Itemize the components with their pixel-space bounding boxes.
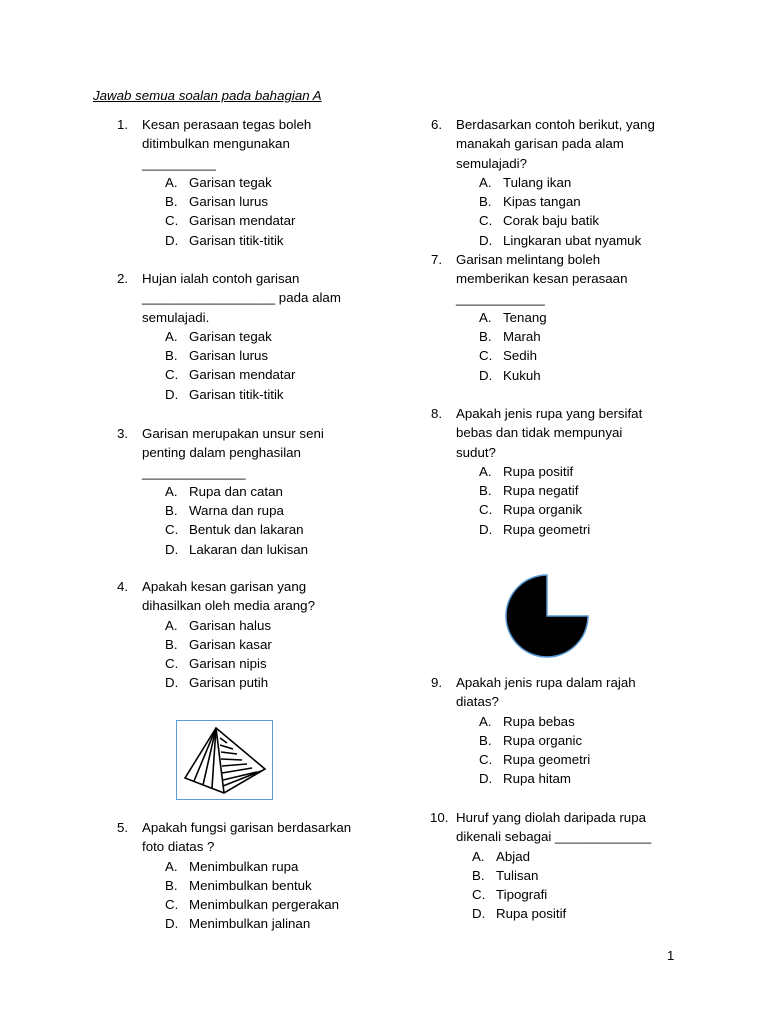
option-b <box>403 866 750 885</box>
option-letter: A. <box>472 848 485 864</box>
question-line: __________________ pada alam <box>142 290 341 306</box>
option-b <box>410 731 750 750</box>
question-number: 3. <box>117 426 129 441</box>
pyramid-figure <box>176 720 273 800</box>
question-text <box>96 115 416 173</box>
option-letter: C. <box>472 887 486 903</box>
option-b <box>96 346 416 365</box>
option-text: Sedih <box>503 348 538 364</box>
option-a <box>403 847 750 866</box>
option-text: Rupa geometri <box>503 752 591 768</box>
option-d <box>410 520 750 539</box>
question-3 <box>96 424 416 559</box>
option-letter: B. <box>479 732 492 748</box>
option-text: Marah <box>503 329 541 345</box>
option-letter: C. <box>165 213 179 229</box>
option-c <box>403 885 750 904</box>
option-letter: A. <box>479 309 492 325</box>
question-number: 2. <box>117 271 129 286</box>
option-letter: A. <box>165 174 178 190</box>
option-letter: A. <box>165 858 178 874</box>
option-c <box>410 346 750 365</box>
option-text: Abjad <box>496 848 531 864</box>
option-d <box>96 914 416 933</box>
option-c <box>96 520 416 539</box>
question-8 <box>410 404 750 539</box>
option-d <box>410 231 750 250</box>
option-a <box>410 462 750 481</box>
option-d <box>410 366 750 385</box>
option-text: Menimbulkan pergerakan <box>189 897 340 913</box>
option-letter: B. <box>165 636 178 652</box>
option-b <box>410 192 750 211</box>
option-a <box>96 616 416 635</box>
question-text <box>410 673 750 712</box>
question-number: 5. <box>117 820 129 835</box>
pie-shape-icon <box>502 574 592 658</box>
option-letter: C. <box>479 752 493 768</box>
option-text: Garisan mendatar <box>189 367 296 383</box>
option-text: Garisan lurus <box>189 348 269 364</box>
option-letter: C. <box>165 522 179 538</box>
question-number: 6. <box>431 117 443 132</box>
question-line: Apakah fungsi garisan berdasarkan <box>142 820 352 835</box>
option-letter: C. <box>165 897 179 913</box>
question-text <box>410 404 750 462</box>
question-line: Kesan perasaan tegas boleh <box>142 117 312 132</box>
option-letter: B. <box>165 503 178 519</box>
option-letter: B. <box>165 194 178 210</box>
question-text <box>96 818 416 857</box>
question-number: 9. <box>431 675 443 690</box>
option-d <box>96 385 416 404</box>
option-b <box>96 192 416 211</box>
question-line: __________ <box>142 155 216 171</box>
option-text: Garisan lurus <box>189 194 269 210</box>
option-a <box>410 712 750 731</box>
options-list <box>410 173 750 250</box>
question-line: sudut? <box>456 444 496 460</box>
option-letter: D. <box>479 367 493 383</box>
question-line: dikenali sebagai _____________ <box>456 829 652 845</box>
option-a <box>410 308 750 327</box>
option-text: Rupa geometri <box>503 521 591 537</box>
pyramid-icon <box>177 721 272 799</box>
option-text: Warna dan rupa <box>189 503 284 519</box>
option-text: Rupa dan catan <box>189 483 283 499</box>
question-line: manakah garisan pada alam <box>456 136 624 152</box>
question-text <box>96 269 416 327</box>
options-list <box>96 173 416 250</box>
option-text: Rupa organic <box>503 732 583 748</box>
option-text: Garisan nipis <box>189 656 267 672</box>
option-text: Garisan titik-titik <box>189 232 284 248</box>
question-line: semulajadi. <box>142 309 210 325</box>
options-list <box>410 462 750 539</box>
option-b <box>410 327 750 346</box>
option-letter: A. <box>165 328 178 344</box>
question-number: 7. <box>431 252 443 267</box>
question-text <box>410 250 750 308</box>
option-text: Garisan titik-titik <box>189 386 284 402</box>
question-line: Huruf yang diolah daripada rupa <box>456 810 646 825</box>
option-text: Tipografi <box>496 887 548 903</box>
option-text: Menimbulkan rupa <box>189 858 299 874</box>
option-letter: C. <box>479 502 493 518</box>
page-number: 1 <box>667 948 675 963</box>
option-a <box>96 857 416 876</box>
option-d <box>96 673 416 692</box>
option-letter: A. <box>479 463 492 479</box>
option-letter: D. <box>165 916 179 932</box>
question-9 <box>410 673 750 789</box>
question-2 <box>96 269 416 404</box>
option-letter: D. <box>479 232 493 248</box>
option-text: Corak baju batik <box>503 213 600 229</box>
question-line: Berdasarkan contoh berikut, yang <box>456 117 655 132</box>
question-line: diatas? <box>456 694 499 710</box>
question-text <box>96 424 416 482</box>
option-text: Garisan putih <box>189 675 269 691</box>
option-letter: D. <box>479 521 493 537</box>
question-number: 4. <box>117 579 129 594</box>
option-letter: B. <box>472 867 485 883</box>
option-text: Rupa negatif <box>503 483 579 499</box>
option-letter: A. <box>479 713 492 729</box>
question-line: Garisan melintang boleh <box>456 252 601 267</box>
question-line: Hujan ialah contoh garisan <box>142 271 300 286</box>
option-letter: B. <box>479 194 492 210</box>
pie-shape-figure <box>502 574 592 658</box>
question-10 <box>403 808 750 924</box>
question-line: Apakah jenis rupa dalam rajah <box>456 675 636 690</box>
options-list <box>410 712 750 789</box>
option-a <box>96 482 416 501</box>
option-d <box>410 769 750 788</box>
question-7 <box>410 250 750 385</box>
option-letter: B. <box>479 329 492 345</box>
option-letter: D. <box>165 541 179 557</box>
option-a <box>96 173 416 192</box>
question-line: Apakah jenis rupa yang bersifat <box>456 406 643 421</box>
option-a <box>96 327 416 346</box>
option-text: Garisan kasar <box>189 636 272 652</box>
option-letter: A. <box>165 483 178 499</box>
option-text: Kipas tangan <box>503 194 581 210</box>
option-text: Lakaran dan lukisan <box>189 541 309 557</box>
question-6 <box>410 115 750 250</box>
option-text: Tulisan <box>496 867 539 883</box>
question-text <box>410 115 750 173</box>
option-text: Menimbulkan jalinan <box>189 916 311 932</box>
question-line: memberikan kesan perasaan <box>456 271 628 287</box>
option-d <box>96 231 416 250</box>
option-c <box>96 211 416 230</box>
options-list <box>96 482 416 559</box>
option-text: Bentuk dan lakaran <box>189 522 304 538</box>
question-text <box>96 577 416 616</box>
option-letter: C. <box>479 348 493 364</box>
option-letter: D. <box>165 232 179 248</box>
option-text: Tenang <box>503 309 547 325</box>
question-4 <box>96 577 416 693</box>
option-letter: D. <box>165 386 179 402</box>
question-line: foto diatas ? <box>142 839 215 855</box>
option-letter: C. <box>165 656 179 672</box>
question-number: 10. <box>430 810 449 825</box>
question-line: Garisan merupakan unsur seni <box>142 426 324 441</box>
question-line: semulajadi? <box>456 155 527 171</box>
options-list <box>410 308 750 385</box>
question-line: ______________ <box>142 464 246 480</box>
option-letter: B. <box>165 877 178 893</box>
question-line: dihasilkan oleh media arang? <box>142 598 315 614</box>
option-b <box>96 501 416 520</box>
option-text: Rupa bebas <box>503 713 575 729</box>
option-text: Garisan tegak <box>189 328 272 344</box>
question-1 <box>96 115 416 250</box>
option-d <box>403 904 750 923</box>
option-letter: D. <box>165 675 179 691</box>
option-b <box>96 876 416 895</box>
option-text: Rupa positif <box>503 463 574 479</box>
option-letter: C. <box>165 367 179 383</box>
options-list <box>96 616 416 693</box>
options-list <box>96 327 416 404</box>
option-c <box>96 654 416 673</box>
option-letter: C. <box>479 213 493 229</box>
option-c <box>410 211 750 230</box>
question-line: bebas dan tidak mempunyai <box>456 425 623 441</box>
option-c <box>410 750 750 769</box>
option-b <box>410 481 750 500</box>
option-text: Garisan halus <box>189 617 272 633</box>
option-text: Lingkaran ubat nyamuk <box>503 232 642 248</box>
question-number: 1. <box>117 117 129 132</box>
option-letter: B. <box>165 348 178 364</box>
option-text: Rupa hitam <box>503 771 571 787</box>
option-text: Rupa positif <box>496 906 567 922</box>
option-letter: B. <box>479 483 492 499</box>
question-text <box>403 808 750 847</box>
option-letter: A. <box>165 617 178 633</box>
option-text: Rupa organik <box>503 502 583 518</box>
option-c <box>410 500 750 519</box>
option-text: Garisan mendatar <box>189 213 296 229</box>
option-c <box>96 365 416 384</box>
option-letter: A. <box>479 174 492 190</box>
option-text: Kukuh <box>503 367 541 383</box>
question-line: Apakah kesan garisan yang <box>142 579 307 594</box>
options-list <box>403 847 750 924</box>
question-line: penting dalam penghasilan <box>142 445 301 461</box>
option-text: Tulang ikan <box>503 174 572 190</box>
question-number: 8. <box>431 406 443 421</box>
question-line: ditimbulkan mengunakan <box>142 136 290 152</box>
option-text: Menimbulkan bentuk <box>189 877 312 893</box>
option-d <box>96 540 416 559</box>
option-text: Garisan tegak <box>189 174 272 190</box>
option-a <box>410 173 750 192</box>
section-heading: Jawab semua soalan pada bahagian A <box>93 88 322 103</box>
option-letter: D. <box>479 771 493 787</box>
question-5 <box>96 818 416 934</box>
options-list <box>96 857 416 934</box>
option-c <box>96 895 416 914</box>
question-line: ____________ <box>456 290 545 306</box>
option-letter: D. <box>472 906 486 922</box>
option-b <box>96 635 416 654</box>
